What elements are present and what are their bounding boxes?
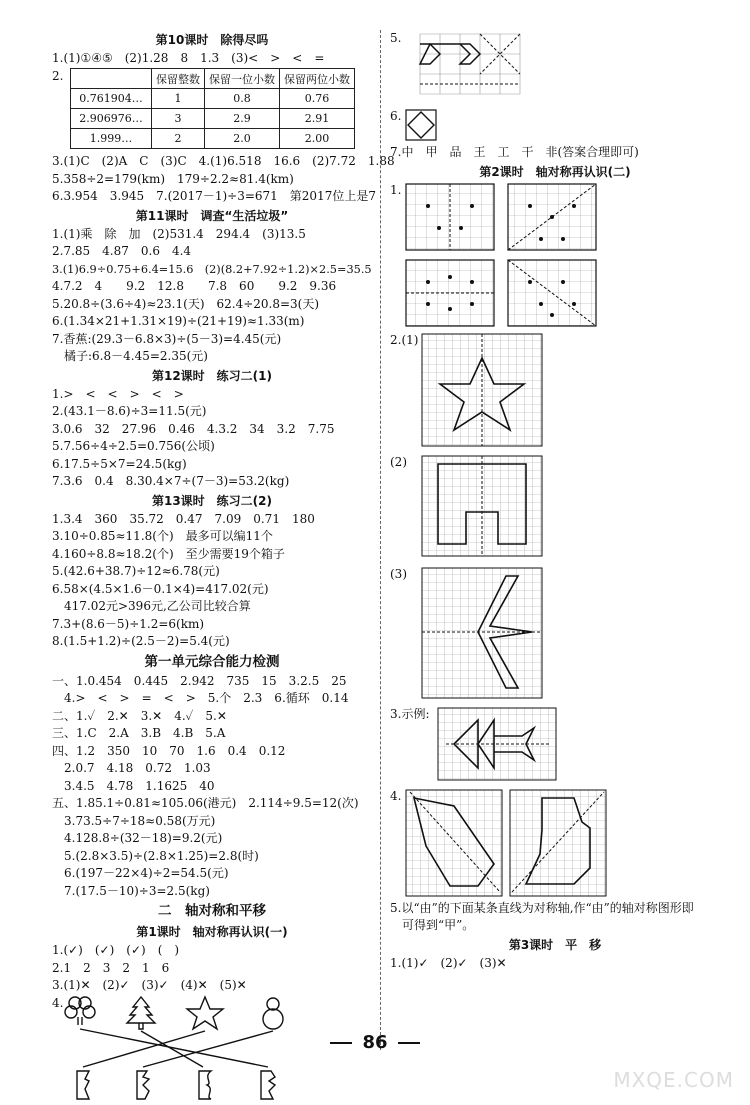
half-shape [77,1071,89,1099]
star-grid-figure [420,332,550,448]
lesson12-line: 3.0.6 32 27.96 0.46 4.3.2 34 3.2 7.75 [52,421,335,436]
table-header-cell: 保留整数 [152,69,205,89]
star-shape [187,997,223,1029]
rounding-table [70,68,355,149]
page-number-text: 86 [362,1032,388,1053]
right-q7: 7.中 甲 品 王 工 干 非(答案合理即可) [390,145,639,159]
table-header-cell: 保留两位小数 [280,69,355,89]
lesson12-line: 5.7.56÷4÷2.5=0.756(公顷) [52,439,215,453]
arrow-grid-figure [420,566,550,702]
unit1-line: 3.73.5÷7÷18≈0.58(万元) [52,813,216,828]
lesson2-q5b: 可得到“甲”。 [390,918,475,932]
unit1-line: 五、1.85.1÷0.81≈105.06(港元) 2.114÷9.5=12(次) [52,796,359,810]
q6-figure-row [390,108,720,144]
table-cell: 1 [152,89,205,109]
gourd-shape [263,998,283,1029]
table-cell: 0.76 [280,89,355,109]
table-cell: 2.9 [205,109,280,129]
q6-rhombus-figure [404,108,440,144]
unit1-line: 四、1.2 350 10 70 1.6 0.4 0.12 [52,743,286,758]
q5-figure-row [390,30,720,108]
table-cell: 2.00 [280,129,355,149]
lesson2-q2-row1 [390,332,720,448]
dot-grids-figure [404,182,614,332]
table-cell: 2 [152,129,205,149]
unit1-title: 第一单元综合能力检测 [144,653,280,670]
chapter2-line: 2.1 2 3 2 1 6 [52,960,170,975]
lesson13-line: 3.10÷0.85≈11.8(个) 最多可以编11个 [52,529,273,543]
lesson13-title: 第13课时 练习二(2) [151,493,273,508]
lesson2-q1-row [390,182,720,332]
table-row [71,89,355,109]
lesson10-title: 第10课时 除得尽吗 [155,33,269,47]
fish-grid-figure [436,706,560,782]
lesson13-line: 417.02元>396元,乙公司比较合算 [52,599,251,613]
unit1-line: 4.128.8÷(32－18)=9.2(元) [52,831,223,845]
unit1-line: 5.(2.8×3.5)÷(2.8×1.25)=2.8(时) [52,848,259,863]
lesson2-q1-label: 1. [390,182,402,197]
lesson2-q2b-label: (2) [390,454,407,469]
table-cell: 0.8 [205,89,280,109]
rect-grid-figure [420,454,550,560]
lesson10-q5: 5.358÷2=179(km) 179÷2.2≈81.4(km) [52,171,294,186]
lesson2-q2c-label: (3) [390,566,407,581]
lesson12-line: 1.> < < > < > [52,386,184,401]
lesson3-q1: 1.(1)✓ (2)✓ (3)✕ [390,955,507,970]
unit1-line: 二、1.✓ 2.✕ 3.✕ 4.✓ 5.✕ [52,708,227,723]
table-cell: 2.91 [280,109,355,129]
lesson10-q6: 6.3.954 3.945 7.(2017－1)÷3=671 第2017位上是7 [52,189,376,203]
lesson2-q2-row2 [390,454,720,560]
lesson2-title: 第2课时 轴对称再认识(二) [479,164,631,179]
unit1-line: 6.(197－22×4)÷2=54.5(元) [52,866,229,880]
two-grids-figure [404,788,608,898]
q5-label: 5. [390,31,402,45]
half-shape [137,1071,149,1099]
table-row [71,129,355,149]
right-column [390,30,720,972]
half-shape [261,1071,275,1099]
page-number [0,1032,750,1053]
lesson11-line: 5.20.8÷(3.6÷4)≈23.1(天) 62.4÷20.8=3(天) [52,296,320,311]
table-header-cell [71,69,152,89]
column-divider [380,30,381,1050]
tree-shape [127,997,155,1029]
lesson11-title: 第11课时 调查“生活垃圾” [135,208,289,223]
unit1-line: 三、1.C 2.A 3.B 4.B 5.A [52,726,226,740]
lesson11-line: 4.7.2 4 9.2 12.8 7.8 60 9.2 9.36 [52,279,337,293]
table-cell: 2.0 [205,129,280,149]
chapter2-line: 1.(✓) (✓) (✓) ( ) [52,943,180,957]
unit1-line: 4.> < > = < > 5.个 2.3 6.循环 0.14 [52,691,349,705]
chapter2-line: 3.(1)✕ (2)✓ (3)✓ (4)✕ (5)✕ [52,978,247,992]
lesson3-title: 第3课时 平 移 [508,937,602,952]
table-header-row [71,69,355,89]
lesson13-line: 5.(42.6+38.7)÷12≈6.78(元) [52,564,220,578]
lesson2-q3-label: 3.示例: [390,706,430,721]
lesson13-line: 8.(1.5+1.2)÷(2.5－2)=5.4(元) [52,634,230,648]
lesson10-q2-label: 2. [52,68,64,83]
chapter2-title: 二 轴对称和平移 [158,903,266,919]
lesson10-q1: 1.(1)①④⑤ (2)1.28 8 1.3 (3)< > < = [52,51,325,65]
lesson2-q4-label: 4. [390,788,402,803]
lesson11-line: 1.(1)乘 除 加 (2)531.4 294.4 (3)13.5 [52,226,306,241]
table-cell: 1.999… [71,129,152,149]
lesson11-line: 7.香蕉:(29.3－6.8×3)÷(5－3)=4.45(元) [52,331,282,346]
table-cell: 0.761904… [71,89,152,109]
lesson2-q5a: 5.以“由”的下面某条直线为对称轴,作“由”的轴对称图形即 [390,900,694,915]
unit1-line: 3.4.5 4.78 1.1625 40 [52,778,215,793]
lesson2-q2-label: 2.(1) [390,332,419,347]
lesson12-line: 7.3.6 0.4 8.30.4×7÷(7－3)=53.2(kg) [52,474,290,488]
matching-label: 4. [52,995,64,1010]
dot-grid [406,260,494,326]
lesson11-line: 6.(1.34×21+1.31×19)÷(21+19)≈1.33(m) [52,314,305,328]
unit1-line: 7.(17.5－10)÷3=2.5(kg) [52,883,210,898]
lesson2-q3-row [390,706,720,782]
q5-grid-figure [410,30,530,108]
table-cell: 2.906976… [71,109,152,129]
lesson13-line: 4.160÷8.8≈18.2(个) 至少需要19个箱子 [52,546,285,561]
chapter2-lesson1-title: 第1课时 轴对称再认识(一) [136,925,288,939]
lesson12-line: 6.17.5÷5×7=24.5(kg) [52,456,187,471]
unit1-line: 一、1.0.454 0.445 2.942 735 15 3.2.5 25 [52,673,347,688]
lesson2-q4-row [390,788,720,898]
lesson13-line: 6.58×(4.5×1.6－0.1×4)=417.02(元) [52,581,269,596]
lesson11-line: 橘子:6.8－4.45=2.35(元) [52,349,208,363]
table-row [71,109,355,129]
unit1-line: 2.0.7 4.18 0.72 1.03 [52,761,211,775]
left-column [52,30,395,1105]
half-shape [199,1071,211,1099]
lesson13-line: 7.3+(8.6－5)÷1.2=6(km) [52,616,205,631]
lesson10-q3: 3.(1)C (2)A C (3)C 4.(1)6.518 16.6 (2)7.72 1.88 [52,154,395,168]
cloud-shape [65,997,95,1025]
table-header-cell: 保留一位小数 [205,69,280,89]
lesson2-q2-row3 [390,566,720,702]
lesson13-line: 1.3.4 360 35.72 0.47 7.09 0.71 180 [52,511,315,526]
table-cell: 3 [152,109,205,129]
q6-label: 6. [390,109,402,123]
watermark: MXQE.COM [613,1068,734,1092]
lesson12-line: 2.(43.1－8.6)÷3=11.5(元) [52,404,207,418]
lesson11-line: 3.(1)6.9÷0.75+6.4=15.6 (2)(8.2+7.92÷1.2)×2.5=35.5 [52,262,372,276]
lesson12-title: 第12课时 练习二(1) [151,368,273,383]
lesson11-line: 2.7.85 4.87 0.6 4.4 [52,244,192,258]
